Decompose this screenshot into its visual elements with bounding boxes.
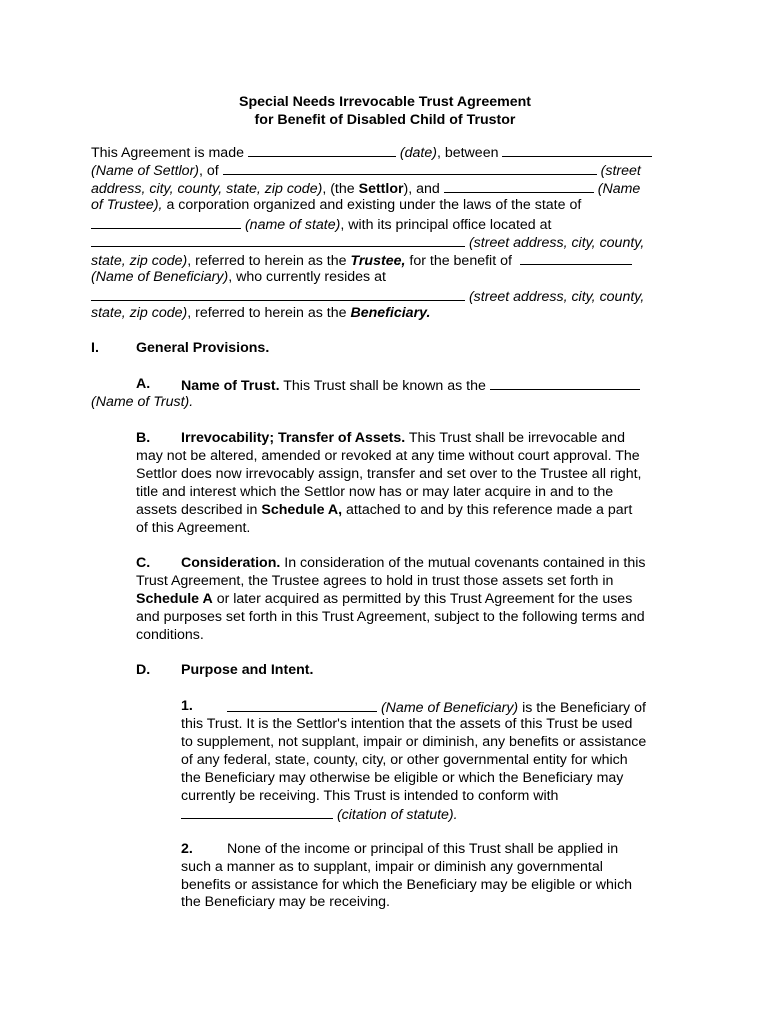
paragraph-1-line4: of any federal, state, county, city, or other governmental entity for which [181, 752, 628, 768]
section-b-line6: of this Agreement. [136, 520, 251, 536]
section-d-heading: Purpose and Intent. [181, 662, 314, 678]
paragraph-1-line5: the Beneficiary may otherwise be eligible or which the Beneficiary may [181, 770, 624, 786]
section-b-line3: Settlor does now irrevocably assign, transfer and set over to the Trustee all right, [136, 466, 642, 482]
preamble-line10: state, zip code), referred to herein as the Beneficiary. [91, 305, 431, 321]
paragraph-2-line2: such a manner as to supplant, impair or diminish any governmental [181, 859, 603, 875]
preamble-line8: (Name of Beneficiary), who currently resides at [91, 269, 386, 285]
preamble-line1: This Agreement is made (date), between [91, 142, 652, 162]
preamble-line5: (name of state), with its principal office located at [91, 214, 551, 234]
trustee-name-blank [444, 178, 594, 193]
beneficiary-address-blank [91, 286, 465, 301]
beneficiary-name-blank [520, 250, 632, 265]
paragraph-1-line3: to supplement, not supplant, impair or diminish, any benefits or assistance [181, 734, 647, 750]
preamble-line7: state, zip code), referred to herein as the Trustee, for the benefit of [91, 250, 632, 270]
trust-name-blank [490, 375, 640, 390]
section-b-line4: title and interest which the Settlor now has or may later acquire in and to the [136, 484, 614, 500]
paragraph-1-number: 1. [181, 698, 193, 714]
section-b-line2: may not be altered, amended or revoked at any time without court approval. The [136, 448, 640, 464]
section-1-heading: General Provisions. [136, 340, 270, 356]
trustee-address-blank [91, 232, 465, 247]
section-d-letter: D. [136, 662, 151, 678]
section-1-number: I. [91, 340, 99, 356]
section-c-line5: conditions. [136, 627, 204, 643]
settlor-address-blank [223, 160, 597, 175]
preamble-line3: address, city, county, state, zip code), (the Settlor), and (Name [91, 178, 640, 198]
settlor-name-blank [502, 142, 652, 157]
date-blank [248, 142, 396, 157]
section-b-letter: B. [136, 430, 151, 446]
doc-title-line1: Special Needs Irrevocable Trust Agreement [238, 94, 531, 110]
preamble-line2: (Name of Settlor), of (street [91, 160, 641, 180]
section-c-letter: C. [136, 555, 151, 571]
paragraph-1-line2: this Trust. It is the Settlor's intention that the assets of this Trust be used [181, 716, 633, 732]
section-a-line2: (Name of Trust). [91, 394, 194, 410]
paragraph-2-line3: benefits or assistance for which the Beneficiary may be eligible or which [181, 877, 633, 893]
section-c-line4: and purposes set forth in this Trust Agreement, subject to the following terms and [136, 609, 645, 625]
doc-title-line2: for Benefit of Disabled Child of Trustor [254, 112, 516, 128]
section-a-letter: A. [136, 376, 151, 392]
section-a-line1: Name of Trust. This Trust shall be known as the [181, 375, 640, 395]
beneficiary-blank-2 [227, 697, 377, 712]
preamble-line9: (street address, city, county, [91, 286, 644, 306]
paragraph-1-line6: currently be receiving. This Trust is intended to conform with [181, 788, 559, 804]
paragraph-2-line1: None of the income or principal of this Trust shall be applied in [227, 841, 619, 857]
paragraph-1-line7: (citation of statute). [181, 804, 458, 824]
section-b-line1: Irrevocability; Transfer of Assets. This Trust shall be irrevocable and [181, 430, 625, 446]
paragraph-2-number: 2. [181, 841, 193, 857]
preamble-line4: of Trustee), a corporation organized and existing under the laws of the state of [91, 197, 582, 213]
section-c-line2: Trust Agreement, the Trustee agrees to hold in trust those assets set forth in [136, 573, 614, 589]
state-blank [91, 214, 241, 229]
section-c-line3: Schedule A or later acquired as permitted by this Trust Agreement for the uses [136, 591, 633, 607]
paragraph-1-line1: (Name of Beneficiary) is the Beneficiary of [227, 697, 646, 717]
paragraph-2-line4: the Beneficiary may be receiving. [181, 894, 390, 910]
section-c-line1: Consideration. In consideration of the mutual covenants contained in this [181, 555, 646, 571]
section-b-line5: assets described in Schedule A, attached to and by this reference made a part [136, 502, 633, 518]
statute-blank [181, 804, 333, 819]
preamble-line6: (street address, city, county, [91, 232, 644, 252]
